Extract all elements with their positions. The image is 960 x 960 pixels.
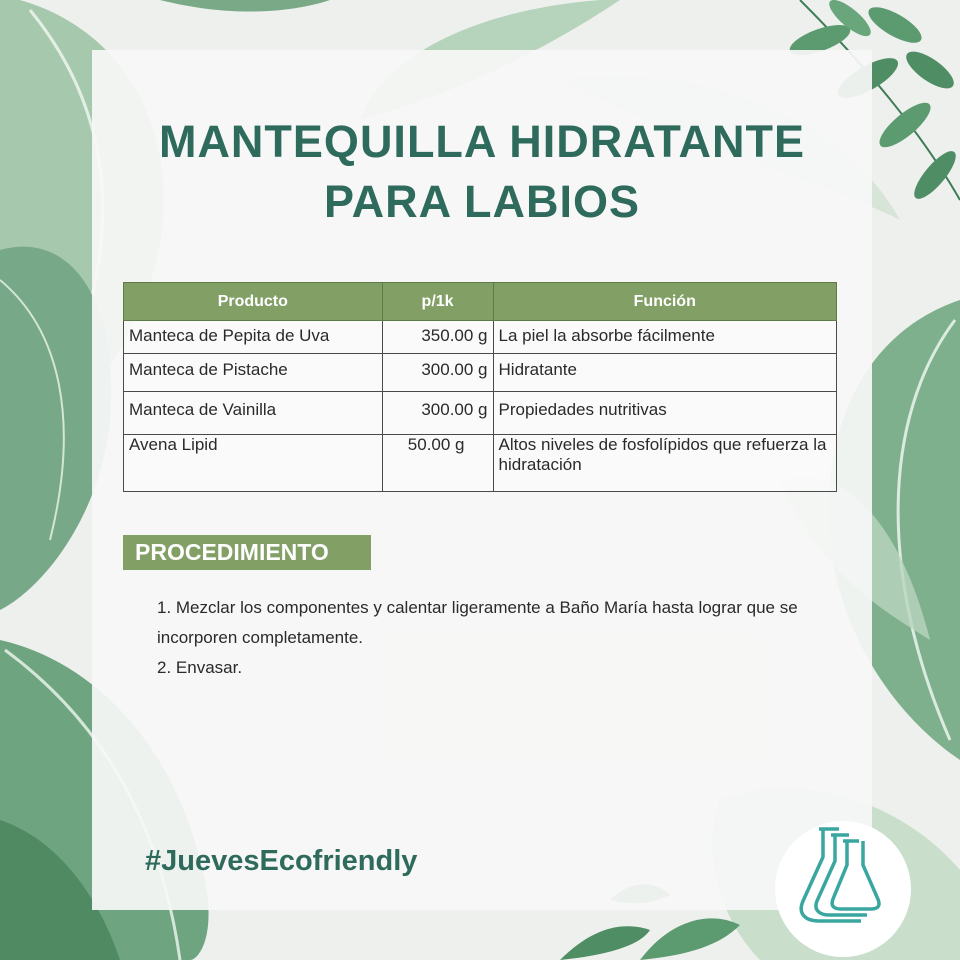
- table-row: [124, 435, 837, 492]
- title-line-1: MANTEQUILLA HIDRATANTE: [158, 116, 806, 167]
- cell-cantidad: 350.00 g: [382, 321, 493, 354]
- hashtag: #JuevesEcofriendly: [145, 845, 418, 877]
- header-producto: Producto: [124, 283, 383, 321]
- cell-producto: Manteca de Pistache: [124, 354, 383, 392]
- page-title: [92, 112, 872, 232]
- flask-icon: [775, 821, 911, 957]
- cell-cantidad: 300.00 g: [382, 392, 493, 435]
- table-header-row: [124, 283, 837, 321]
- table-row: [124, 392, 837, 435]
- table-row: [124, 321, 837, 354]
- cell-funcion: Propiedades nutritivas: [493, 392, 836, 435]
- cell-cantidad: 50.00 g: [382, 435, 493, 492]
- cell-funcion: La piel la absorbe fácilmente: [493, 321, 836, 354]
- procedure-steps: [157, 593, 807, 683]
- table-row: [124, 354, 837, 392]
- cell-funcion: Altos niveles de fosfolípidos que refuerza la hidratación: [493, 435, 836, 492]
- header-funcion: Función: [493, 283, 836, 321]
- procedure-step: 2. Envasar.: [157, 658, 243, 677]
- cell-producto: Manteca de Pepita de Uva: [124, 321, 383, 354]
- procedure-step: 1. Mezclar los componentes y calentar ligeramente a Baño María hasta lograr que se incorporen completamente.: [157, 598, 798, 647]
- cell-cantidad: 300.00 g: [382, 354, 493, 392]
- cell-producto: Avena Lipid: [124, 435, 383, 492]
- cell-producto: Manteca de Vainilla: [124, 392, 383, 435]
- brand-logo: [775, 821, 911, 957]
- title-line-2: PARA LABIOS: [323, 176, 640, 227]
- header-cantidad: p/1k: [382, 283, 493, 321]
- cell-funcion: Hidratante: [493, 354, 836, 392]
- ingredients-table: [123, 282, 837, 492]
- procedure-heading: PROCEDIMIENTO: [123, 535, 371, 570]
